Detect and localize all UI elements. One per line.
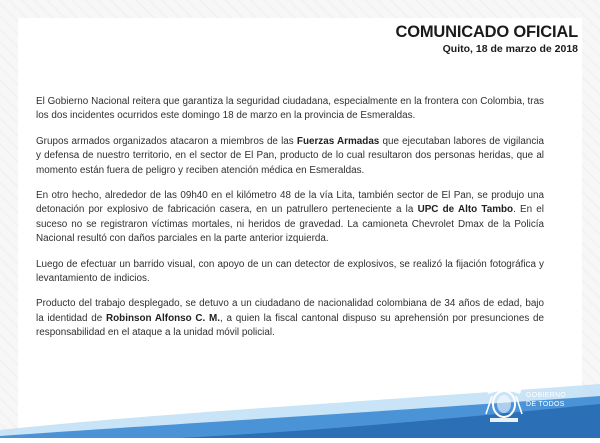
paragraph-2 [36,135,544,178]
paragraph-2-text-end: que ejecutaban labores de vigilancia y defensa de nuestro territorio, en el sector de El Pan, producto de lo cual resultaron dos personas heridas, que al momento están fuera de peligro y reciben atención médica en Esmeraldas. [36,135,544,176]
paragraph-5-bold: Robinson Alfonso C. M. [106,312,221,324]
paragraph-5-text-end: , a quien la fiscal cantonal dispuso su aprehensión por presunciones de responsabilidad en el ataque a la unidad móvil policial. [36,312,545,339]
paragraph-4: Luego de efectuar un barrido visual, con apoyo de un can detector de explosivos, se realizó la fijación fotográfica y levantamiento de indicios. [36,258,544,285]
government-logo [482,370,590,430]
paragraph-5 [36,297,544,340]
logo-text [526,384,590,409]
document-body [36,95,544,352]
document-title: COMUNICADO OFICIAL [395,23,578,41]
paragraph-5-text: Producto del trabajo desplegado, se detuvo a un ciudadano de nacionalidad colombiana de 34 años de edad, bajo la identidad de [36,298,544,324]
paragraph-2-bold: Fuerzas Armadas [296,135,380,147]
logo-line-2: GOBIERNO [526,392,567,400]
paragraph-3-text-end: . En el suceso no se registraron víctimas mortales, ni heridos de gravedad. La camioneta Chevrolet Dmax de la Policía Nacional resultó con daños parciales en la parte anterior izquierda. [36,204,544,245]
document-date: Quito, 18 de marzo de 2018 [442,43,578,55]
paragraph-1: El Gobierno Nacional reitera que garantiza la seguridad ciudadana, especialmente en la frontera con Colombia, tras los dos incidentes ocurridos este domingo 18 de marzo en la provincia de Esmeraldas. [36,96,544,122]
paragraph-3-text: En otro hecho, alrededor de las 09h40 en el kilómetro 48 de la vía Lita, también sector de El Pan, se produjo una detonación por explosivo de fabricación casera, en un patrullero perteneciente a la [36,190,544,216]
logo-line-1: EL [526,384,536,391]
logo-line-3: DE TODOS [526,400,565,408]
paragraph-2-text: Grupos armados organizados atacaron a miembros de las [36,135,297,147]
coat-of-arms-icon [482,374,526,428]
paragraph-3-bold: UPC de Alto Tambo [417,204,514,216]
document-header [396,22,578,56]
paragraph-3 [36,189,544,247]
